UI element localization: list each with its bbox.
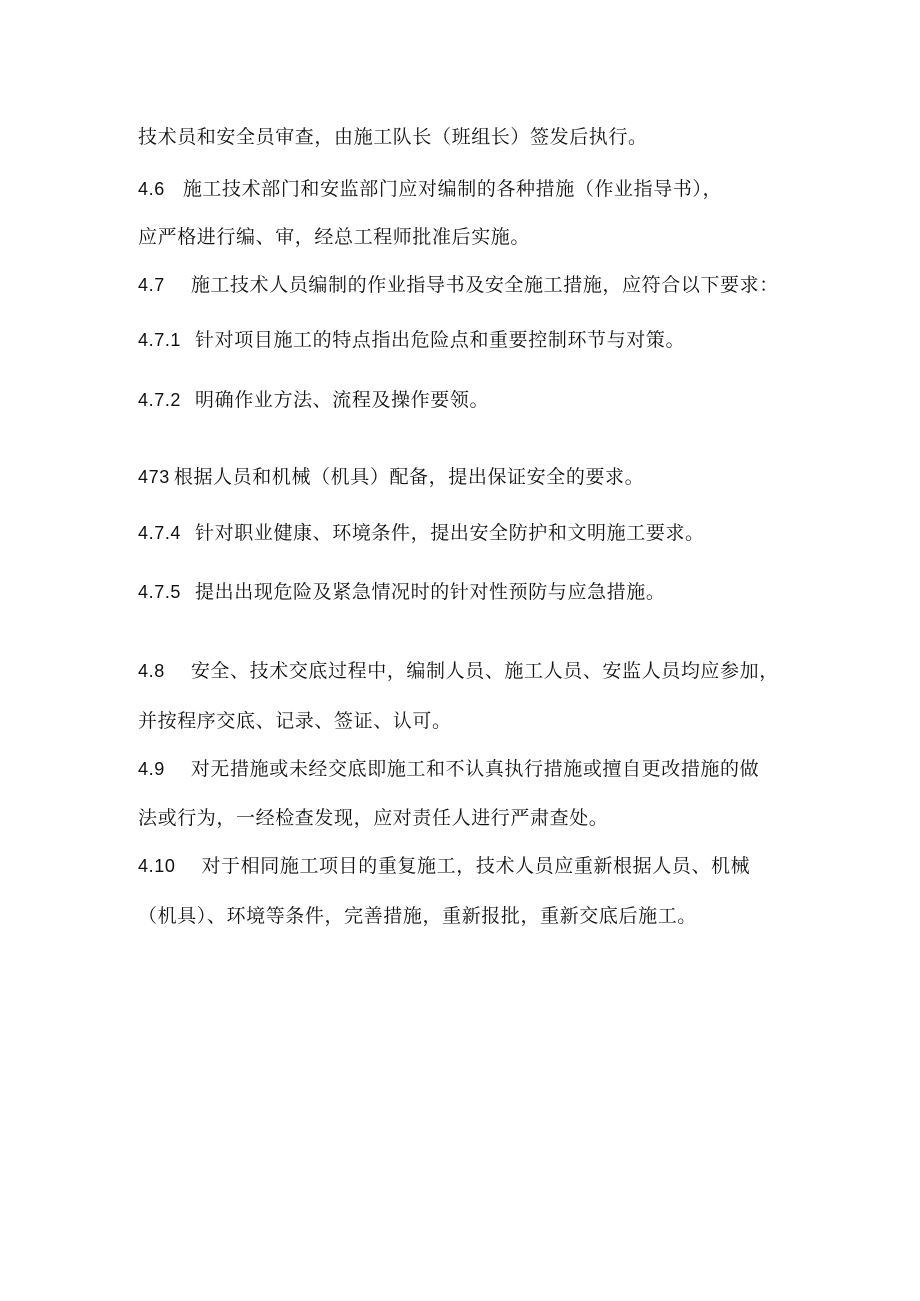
clause-number: 4.7.4 — [138, 523, 182, 543]
clause-4-9-line-1 — [138, 756, 759, 782]
clause-4-10-line-2 — [138, 903, 697, 929]
clause-number: 473 — [138, 467, 170, 487]
clause-text: 针对项目施工的特点指出危险点和重要控制环节与对策。 — [195, 329, 686, 351]
clause-4-7 — [138, 272, 779, 298]
clause-4-7-5 — [138, 579, 665, 605]
clause-text: 明确作业方法、流程及操作要领。 — [195, 389, 490, 411]
clause-4-7-4 — [138, 520, 705, 546]
clause-number: 4.6 — [138, 179, 165, 199]
clause-4-10-line-1 — [138, 853, 750, 879]
clause-text: 对无措施或未经交底即施工和不认真执行措施或擅自更改措施的做 — [190, 758, 760, 780]
clause-text: 提出出现危险及紧急情况时的针对性预防与应急措施。 — [195, 581, 666, 603]
clause-number: 4.7.1 — [138, 330, 182, 350]
clause-text: 根据人员和机械（机具）配备，提出保证安全的要求。 — [173, 466, 645, 488]
clause-4-6-line-2 — [138, 224, 530, 250]
clause-text: 对于相同施工项目的重复施工，技术人员应重新根据人员、机械 — [201, 855, 751, 877]
clause-4-7-3 — [138, 464, 644, 490]
paragraph-continuation — [138, 124, 648, 150]
paragraph-text: 技术员和安全员审查，由施工队长（班组长）签发后执行。 — [138, 126, 648, 148]
clause-4-7-2 — [138, 387, 489, 413]
clause-number: 4.9 — [138, 759, 165, 779]
clause-text: 法或行为，一经检查发现，应对责任人进行严肃查处。 — [138, 807, 609, 829]
clause-4-7-1 — [138, 327, 685, 353]
clause-text: 应严格进行编、审，经总工程师批准后实施。 — [138, 226, 531, 248]
clause-number: 4.8 — [138, 661, 165, 681]
clause-text: 针对职业健康、环境条件，提出安全防护和文明施工要求。 — [195, 522, 705, 544]
clause-text: 施工技术部门和安监部门应对编制的各种措施（作业指导书）， — [182, 178, 723, 200]
clause-number: 4.7 — [138, 275, 165, 295]
clause-4-9-line-2 — [138, 805, 608, 831]
clause-number: 4.7.5 — [138, 582, 182, 602]
clause-4-8-line-2 — [138, 708, 452, 734]
clause-4-6-line-1 — [138, 176, 722, 202]
clause-text: （机具）、环境等条件，完善措施，重新报批，重新交底后施工。 — [138, 905, 697, 927]
clause-4-8-line-1 — [138, 658, 779, 684]
clause-number: 4.10 — [138, 856, 176, 876]
clause-text: 安全、技术交底过程中，编制人员、施工人员、安监人员均应参加， — [190, 660, 779, 682]
clause-text: 施工技术人员编制的作业指导书及安全施工措施，应符合以下要求： — [190, 274, 779, 296]
clause-text: 并按程序交底、记录、签证、认可。 — [138, 710, 452, 732]
clause-number: 4.7.2 — [138, 390, 182, 410]
